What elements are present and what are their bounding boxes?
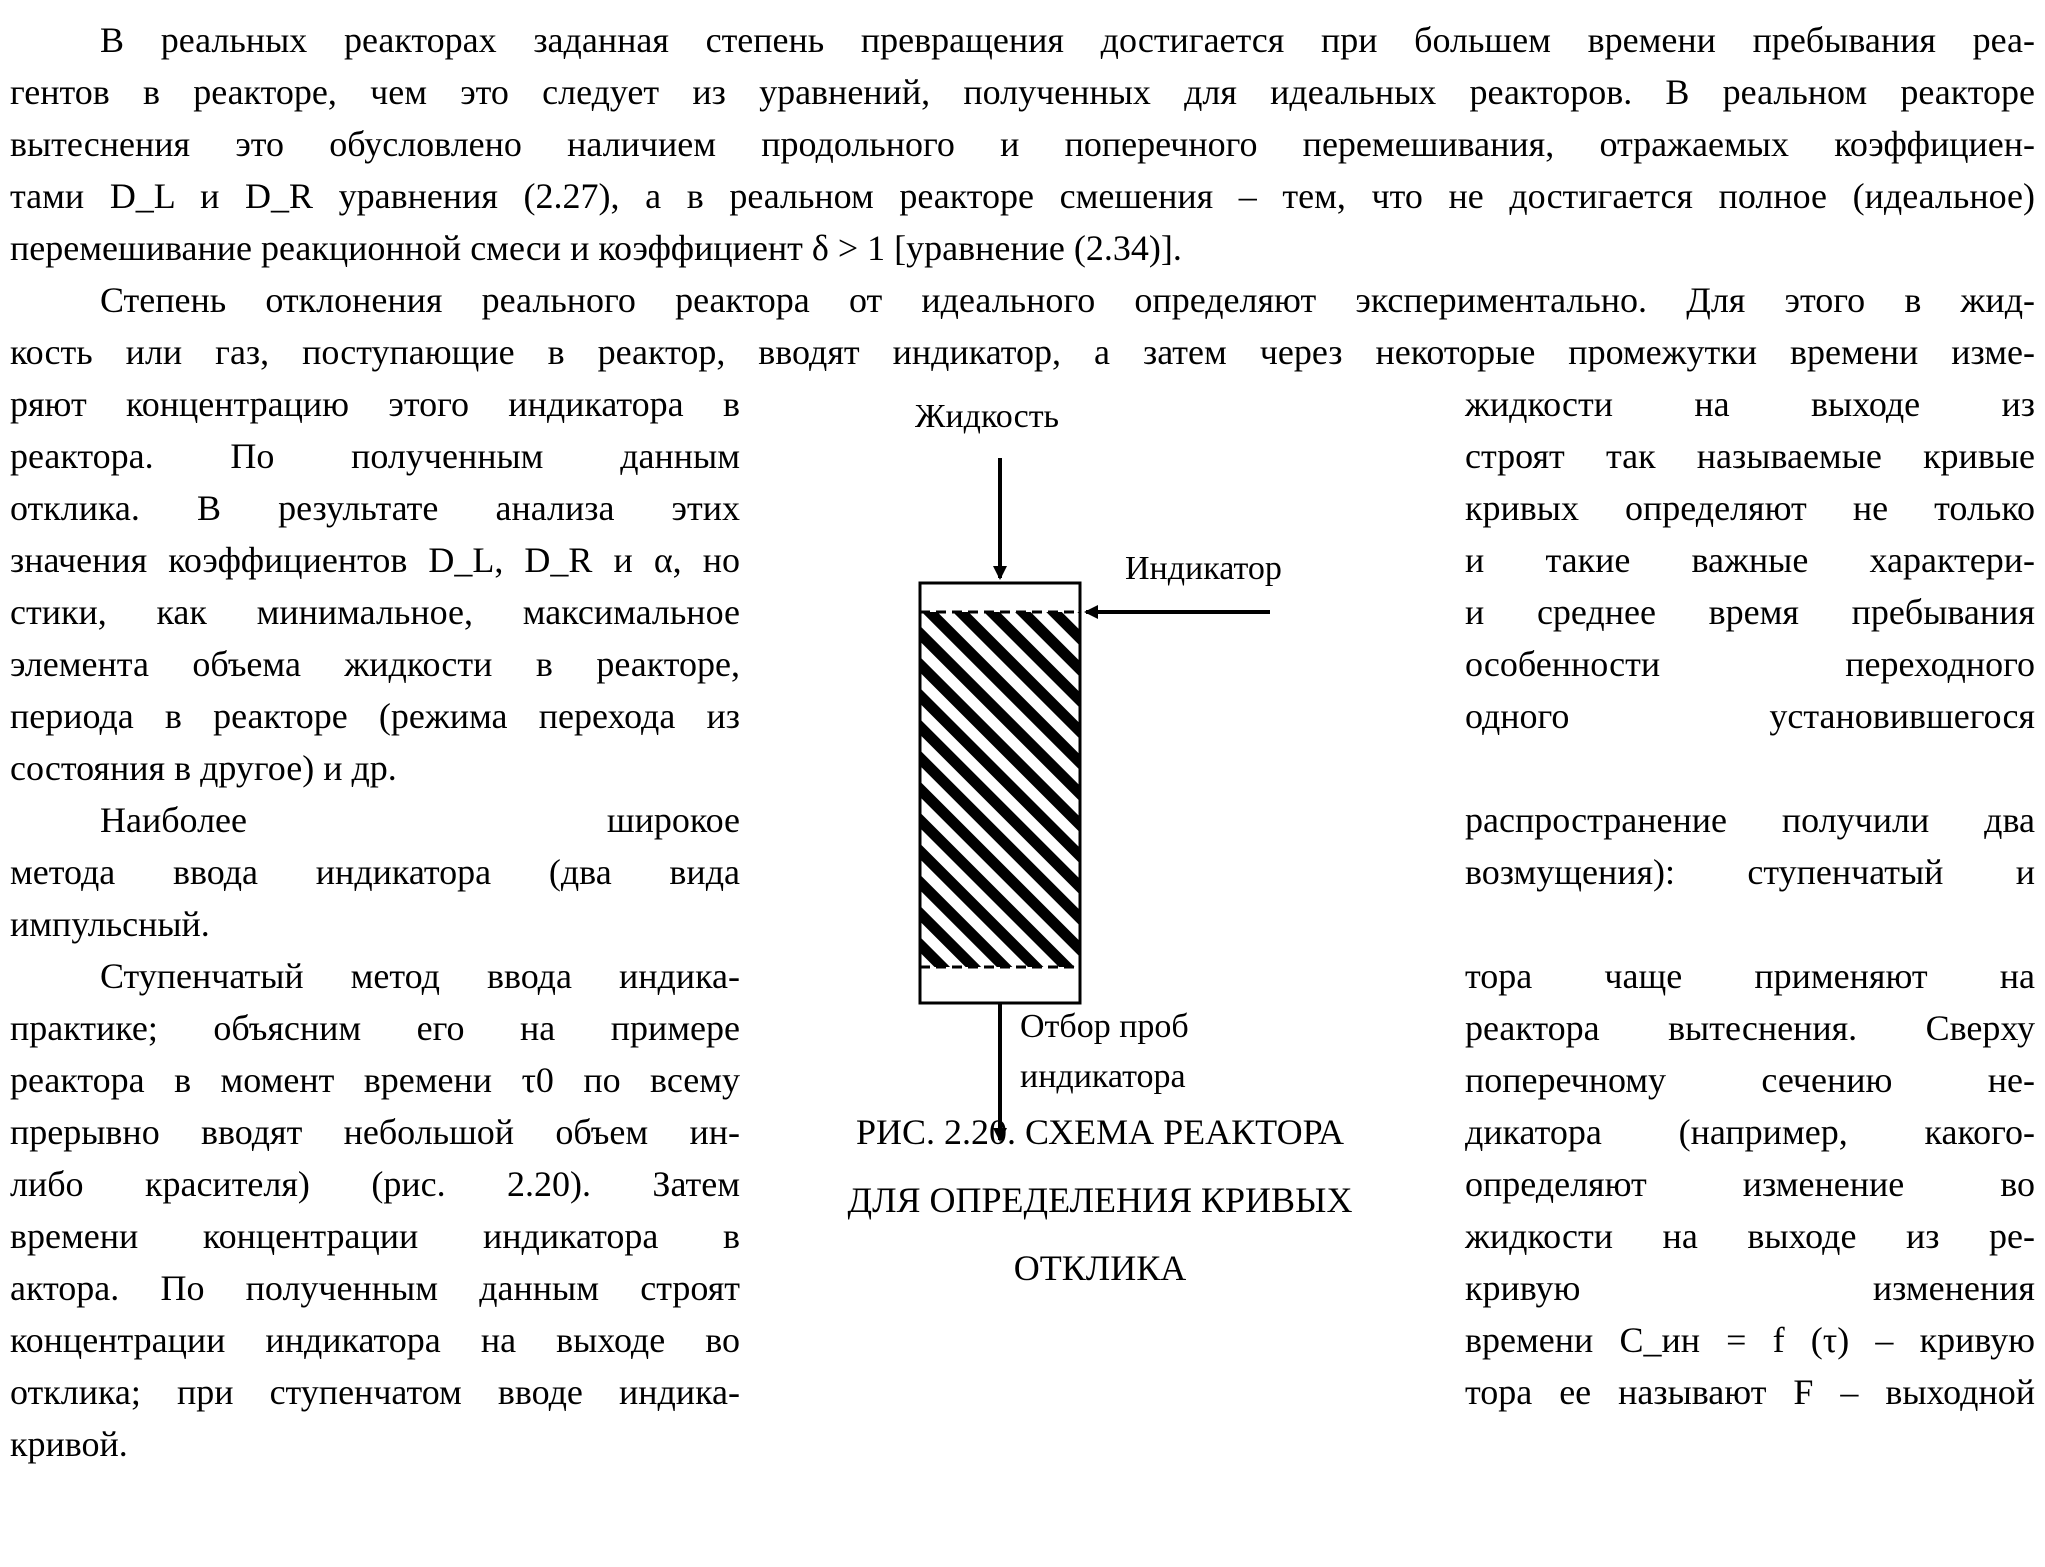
text-line: стики, как минимальное, максимальное [10,592,740,632]
sample-label-line2: индикатора [1020,1058,1186,1095]
indicator-label: Индикатор [1125,550,1282,587]
text-line: определяют изменение во [1465,1164,2035,1204]
text-line: дикатора (например, какого- [1465,1112,2035,1152]
text-line: ряют концентрацию этого индикатора в [10,384,740,424]
text-line: особенности переходного [1465,644,2035,684]
packed-bed-hatch [921,612,1079,967]
text-line: реактора вытеснения. Сверху [1465,1008,2035,1048]
text-line: Наиболее широкое [100,800,740,840]
text-line: отклика. В результате анализа этих [10,488,740,528]
sample-label-line1: Отбор проб [1020,1008,1189,1045]
figure-caption-line1: РИС. 2.20. СХЕМА РЕАКТОРА [855,1112,1345,1152]
text-line: реактора в момент времени τ0 по всему [10,1060,740,1100]
text-line: кривой. [10,1424,128,1464]
text-line: тами D_L и D_R уравнения (2.27), а в реальном реакторе смешения – тем, что не достигается полное (идеальное) [10,176,2035,216]
text-line: поперечному сечению не- [1465,1060,2035,1100]
paragraph-real-reactors [10,14,2035,274]
text-line: времени C_ин = f (τ) – кривую [1465,1320,2035,1360]
text-line: Ступенчатый метод ввода индика- [100,956,740,996]
text-line: периода в реакторе (режима перехода из [10,696,740,736]
figure-caption-line2: ДЛЯ ОПРЕДЕЛЕНИЯ КРИВЫХ [847,1180,1353,1220]
right-text-column [1465,378,2035,1418]
figure-caption-line3: ОТКЛИКА [1013,1248,1187,1288]
text-line: значения коэффициентов D_L, D_R и α, но [10,540,740,580]
text-line: распространение получили два [1465,800,2035,840]
text-line: времени концентрации индикатора в [10,1216,740,1256]
text-line: отклика; при ступенчатом вводе индика- [10,1372,740,1412]
text-line: вытеснения это обусловлено наличием продольного и поперечного перемешивания, отражаемых коэффициен- [10,124,2035,164]
liquid-label: Жидкость [915,398,1060,435]
left-text-column [10,378,740,1470]
text-line: либо красителя) (рис. 2.20). Затем [10,1164,740,1204]
text-line: тора ее называют F – выходной [1465,1372,2035,1412]
text-line: импульсный. [10,904,210,944]
text-line: элемента объема жидкости в реакторе, [10,644,740,684]
text-line: состояния в другое) и др. [10,748,397,788]
document-page [10,14,2035,1478]
text-line: гентов в реакторе, чем это следует из уравнений, полученных для идеальных реакторов. В реальном реакторе [10,72,2035,112]
text-line: кривую изменения [1465,1268,2035,1308]
text-line: метода ввода индикатора (два вида [10,852,740,892]
text-line: актора. По полученным данным строят [10,1268,740,1308]
text-line: перемешивание реакционной смеси и коэффициент δ > 1 [уравнение (2.34)]. [10,228,1182,268]
text-line: Степень отклонения реального реактора от идеального определяют экспериментально. Для этого в жид- [100,280,2035,320]
text-line: тора чаще применяют на [1465,956,2035,996]
text-line: кость или газ, поступающие в реактор, вводят индикатор, а затем через некоторые промежутки времени изме- [10,332,2035,372]
text-line: одного установившегося [1465,696,2035,736]
text-line: и такие важные характери- [1465,540,2035,580]
text-line: и среднее время пребывания [1465,592,2035,632]
text-line: концентрации индикатора на выходе во [10,1320,740,1360]
text-line: жидкости на выходе из ре- [1465,1216,2035,1256]
text-line: практике; объясним его на примере [10,1008,740,1048]
wrapped-text-area [10,378,2035,1478]
text-line: жидкости на выходе из [1465,384,2035,424]
reactor-figure [750,378,1450,1558]
text-line: В реальных реакторах заданная степень превращения достигается при большем времени пребывания реа- [100,20,2035,60]
text-line: возмущения): ступенчатый и [1465,852,2035,892]
text-line [1465,898,2035,950]
text-line [1465,742,2035,794]
text-line: прерывно вводят небольшой объем ин- [10,1112,740,1152]
text-line: кривых определяют не только [1465,488,2035,528]
paragraph-deviation [10,274,2035,378]
text-line: реактора. По полученным данным [10,436,740,476]
text-line: строят так называемые кривые [1465,436,2035,476]
